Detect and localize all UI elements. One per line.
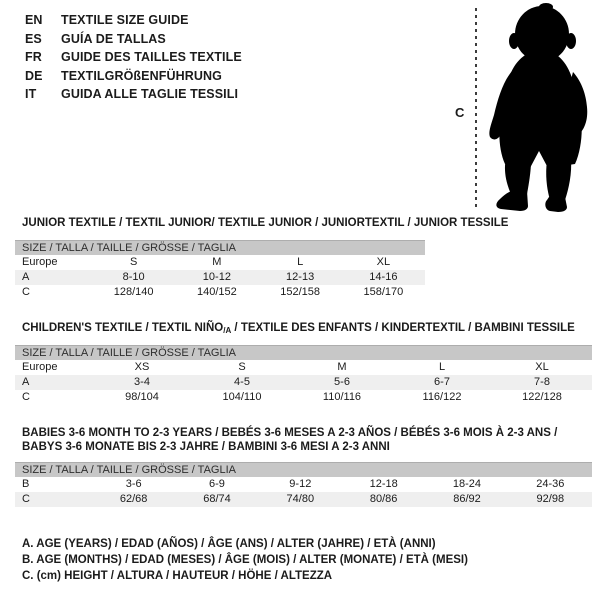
size-cell: 4-5 — [234, 376, 250, 388]
size-cell: 80/86 — [369, 493, 398, 505]
table-row-age — [15, 270, 425, 285]
size-cell: 128/140 — [113, 286, 154, 298]
section-title-junior: JUNIOR TEXTILE / TEXTIL JUNIOR/ TEXTILE JUNIOR / JUNIORTEXTIL / JUNIOR TESSILE — [22, 217, 509, 229]
size-cell: 140/152 — [196, 286, 237, 298]
table-row-height — [15, 285, 425, 300]
table-row-europe — [15, 255, 425, 270]
row-label: Europe — [22, 256, 58, 268]
row-label: A — [22, 271, 30, 283]
language-code: FR — [25, 50, 42, 65]
size-cell: 86/92 — [453, 493, 481, 505]
size-cell: 6-9 — [209, 478, 225, 490]
size-cell: 5-6 — [334, 376, 350, 388]
size-cell: 116/122 — [422, 391, 462, 403]
size-cell: S — [238, 361, 246, 373]
size-cell: 14-16 — [369, 271, 398, 283]
size-cell: M — [212, 256, 222, 268]
height-measure-label: C — [455, 105, 465, 120]
table-header: SIZE / TALLA / TAILLE / GRÖSSE / TAGLIA — [15, 240, 425, 255]
baby-silhouette-icon — [486, 3, 600, 212]
measure-legend — [22, 536, 468, 584]
size-cell: 122/128 — [522, 391, 562, 403]
size-cell: 6-7 — [434, 376, 450, 388]
title-text: / TEXTILE DES ENFANTS / KINDERTEXTIL / BAMBINI TESSILE — [231, 322, 575, 334]
size-cell: 10-12 — [202, 271, 231, 283]
babies-size-table — [15, 462, 592, 507]
size-cell: XL — [376, 256, 391, 268]
size-cell: L — [438, 361, 446, 373]
legend-line-a: A. AGE (YEARS) / EDAD (AÑOS) / ÂGE (ANS) / ALTER (JAHRE) / ETÀ (ANNI) — [22, 538, 436, 550]
table-row-height — [15, 492, 592, 507]
size-cell: 62/68 — [119, 493, 148, 505]
table-header: SIZE / TALLA / TAILLE / GRÖSSE / TAGLIA — [15, 345, 592, 360]
size-cell: 92/98 — [536, 493, 565, 505]
children-size-table — [15, 345, 592, 405]
title-line: BABIES 3-6 MONTH TO 2-3 YEARS / BEBÉS 3-6 MESES A 2-3 AÑOS / BÉBÉS 3-6 MOIS À 2-3 ANS / — [22, 427, 558, 439]
guide-title: TEXTILE SIZE GUIDE — [61, 13, 189, 28]
height-dotted-line — [475, 8, 477, 210]
size-cell: 152/158 — [280, 286, 320, 298]
guide-title: GUÍA DE TALLAS — [61, 31, 166, 46]
size-cell: 18-24 — [452, 478, 482, 490]
size-cell: XS — [134, 361, 150, 373]
size-cell: XL — [535, 361, 549, 373]
language-row — [25, 48, 242, 67]
size-cell: 8-10 — [122, 271, 145, 283]
language-title-list — [25, 11, 242, 104]
row-label: A — [22, 376, 30, 388]
row-label: Europe — [22, 361, 58, 373]
junior-size-table — [15, 240, 425, 300]
guide-title: GUIDE DES TAILLES TEXTILE — [61, 50, 242, 65]
row-label: C — [22, 493, 30, 505]
language-row — [25, 67, 242, 86]
language-code: IT — [25, 87, 37, 102]
legend-line-b: B. AGE (MONTHS) / EDAD (MESES) / ÂGE (MOIS) / ALTER (MONATE) / ETÀ (MESI) — [22, 554, 468, 566]
size-cell: 68/74 — [203, 493, 231, 505]
title-line: BABYS 3-6 MONATE BIS 2-3 JAHRE / BAMBINI 3-6 MESI A 2-3 ANNI — [22, 441, 390, 453]
row-label: C — [22, 391, 30, 403]
size-cell: 110/116 — [322, 391, 362, 403]
section-title-children — [22, 321, 575, 338]
guide-title: TEXTILGRÖßENFÜHRUNG — [61, 68, 222, 83]
size-cell: 74/80 — [286, 493, 315, 505]
title-subscript: /A — [223, 326, 232, 335]
table-row-height — [15, 390, 592, 405]
size-cell: 12-13 — [286, 271, 315, 283]
size-cell: 3-4 — [134, 376, 150, 388]
legend-line-c: C. (cm) HEIGHT / ALTURA / HAUTEUR / HÖHE / ALTEZZA — [22, 570, 333, 582]
language-code: DE — [25, 68, 43, 83]
language-row — [25, 85, 242, 104]
size-cell: 3-6 — [125, 478, 142, 490]
section-title-babies — [22, 426, 557, 454]
size-cell: 104/110 — [222, 391, 262, 403]
guide-title: GUIDA ALLE TAGLIE TESSILI — [61, 87, 239, 102]
size-cell: 7-8 — [534, 376, 550, 388]
language-row — [25, 11, 242, 30]
row-label: C — [22, 286, 30, 298]
language-row — [25, 30, 242, 49]
size-cell: 158/170 — [363, 286, 404, 298]
size-cell: 24-36 — [536, 478, 565, 490]
table-row-europe — [15, 360, 592, 375]
size-cell: M — [337, 361, 347, 373]
size-cell: 98/104 — [125, 391, 159, 403]
table-row-age-months — [15, 477, 592, 492]
title-text: CHILDREN'S TEXTILE / TEXTIL NIÑO — [22, 322, 224, 334]
row-label: B — [22, 478, 30, 490]
table-header: SIZE / TALLA / TAILLE / GRÖSSE / TAGLIA — [15, 462, 592, 477]
language-code: EN — [25, 13, 43, 28]
size-cell: 9-12 — [289, 478, 312, 490]
size-cell: L — [297, 256, 304, 268]
table-row-age — [15, 375, 592, 390]
size-cell: 12-18 — [369, 478, 398, 490]
size-cell: S — [129, 256, 138, 268]
language-code: ES — [25, 31, 42, 46]
